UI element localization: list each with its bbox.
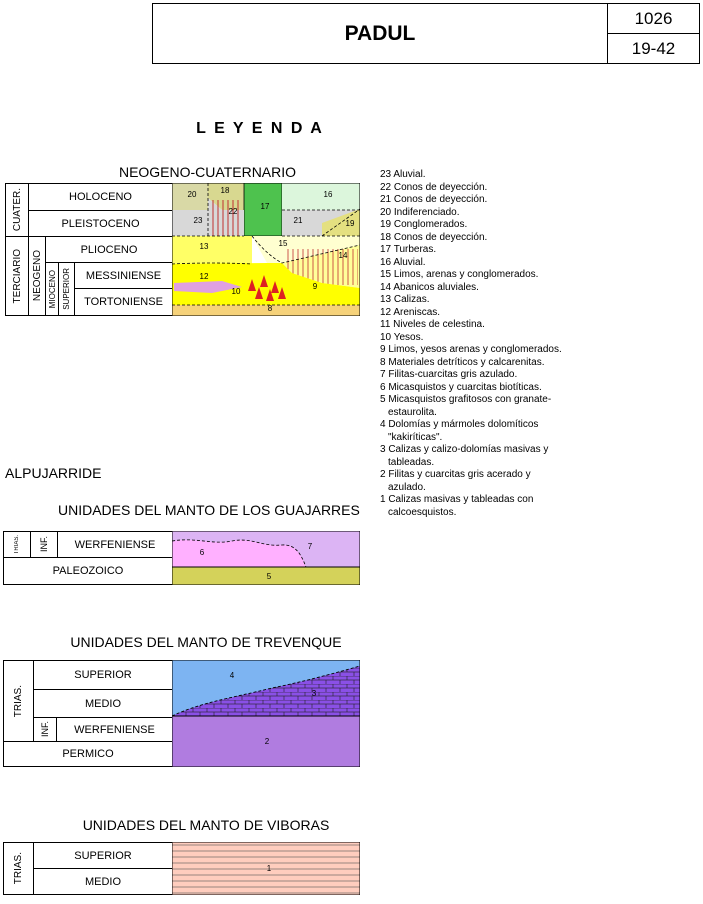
unit-8-label: 8 xyxy=(267,304,273,313)
legend-item: 8 Materiales detríticos y calcarenitas. xyxy=(380,356,545,368)
legend-item: 9 Limos, yesos arenas y conglomerados. xyxy=(380,344,562,355)
unit-21-label: 21 xyxy=(293,216,303,225)
legend-item: 17 Turberas. xyxy=(380,244,437,255)
guajarres-werfeniense-label: WERFENIENSE xyxy=(57,531,173,558)
legend-item: 21 Conos de deyección. xyxy=(380,194,488,205)
pleistoceno-label: PLEISTOCENO xyxy=(28,210,173,237)
legend-item: 2 Filitas y cuarcitas gris acerado y xyxy=(380,469,531,480)
unit-15-label: 15 xyxy=(278,239,288,248)
legend-item: 1 Calizas masivas y tableadas con xyxy=(380,494,534,505)
legend-item: 15 Limos, arenas y conglomerados. xyxy=(380,269,539,280)
legend-item: 12 Areniscas. xyxy=(380,306,441,318)
legend-item: "kakiríticas". xyxy=(388,431,443,443)
unit-5-label: 5 xyxy=(266,572,272,581)
legend-item: 14 Abanicos aluviales. xyxy=(380,281,479,293)
trevenque-trias-label: TRIAS. xyxy=(3,660,34,742)
unit-10-label: 10 xyxy=(231,287,241,296)
guajarres-diagram xyxy=(172,531,360,585)
legend-item: tableadas. xyxy=(388,456,435,468)
trevenque-title: UNIDADES DEL MANTO DE TREVENQUE xyxy=(70,634,342,650)
viboras-medio-label: MEDIO xyxy=(33,868,173,895)
trevenque-inf-label: INF. xyxy=(33,717,57,742)
unit-18-label: 18 xyxy=(220,186,230,195)
legend-item: 5 Micasquistos grafitosos con granate- xyxy=(380,394,552,405)
legend-item: 11 Niveles de celestina. xyxy=(380,319,485,330)
guajarres-paleozoico-label: PALEOZOICO xyxy=(3,557,173,585)
cuater-label: CUATER. xyxy=(5,183,29,237)
legend-item: 10 Yesos. xyxy=(380,331,424,343)
legend-item: 3 Calizas y calizo-dolomías masivas y xyxy=(380,444,549,455)
viboras-diagram xyxy=(172,842,360,895)
superior-label: SUPERIOR xyxy=(58,262,75,316)
legend-item: 6 Micasquistos y cuarcitas biotíticas. xyxy=(380,381,542,393)
guajarres-title: UNIDADES DEL MANTO DE LOS GUAJARRES xyxy=(58,502,360,518)
unit-22-hatch xyxy=(212,200,242,236)
unit-23-fill xyxy=(172,210,208,236)
unit-16-label: 16 xyxy=(323,190,333,199)
guajarres-inf-label: INF. xyxy=(30,531,58,558)
unit-6-label: 6 xyxy=(199,548,205,557)
unit-13-label: 13 xyxy=(199,242,209,251)
unit-22-label: 22 xyxy=(228,207,238,216)
unit-17-label: 17 xyxy=(260,202,270,211)
unit-12-label: 12 xyxy=(199,272,209,281)
legend-item: 23 Aluvial. xyxy=(380,169,426,180)
unit-14-label: 14 xyxy=(338,251,348,260)
sheet-code-box xyxy=(607,33,700,64)
leyenda-title: L E Y E N D A xyxy=(196,120,324,137)
trevenque-werfeniense-label: WERFENIENSE xyxy=(56,717,173,742)
unit-3-label: 3 xyxy=(311,689,317,698)
messiniense-label: MESSINIENSE xyxy=(74,262,173,289)
trevenque-superior-label: SUPERIOR xyxy=(33,660,173,690)
legend-item: 18 Conos de deyección. xyxy=(380,231,488,243)
trevenque-medio-label: MEDIO xyxy=(33,689,173,718)
legend-item: 13 Calizas. xyxy=(380,294,430,305)
legend-item: azulado. xyxy=(388,481,426,493)
terciario-label: TERCIARIO xyxy=(5,236,29,316)
alpujarride-label: ALPUJARRIDE xyxy=(5,465,102,481)
tortoniense-label: TORTONIENSE xyxy=(74,288,173,316)
holoceno-label: HOLOCENO xyxy=(28,183,173,211)
legend-item: estaurolita. xyxy=(388,406,437,418)
unit-2-label: 2 xyxy=(264,737,270,746)
trevenque-diagram xyxy=(172,660,360,767)
sheet-number: 1026 xyxy=(634,8,673,28)
unit-13-fill xyxy=(172,236,252,264)
unit-23-label: 23 xyxy=(193,216,203,225)
legend-item: 19 Conglomerados. xyxy=(380,219,468,230)
unit-4-label: 4 xyxy=(229,671,235,680)
legend-item: 22 Conos de deyección. xyxy=(380,181,488,193)
unit-1-label: 1 xyxy=(266,864,272,873)
sheet-number-box xyxy=(607,3,700,34)
viboras-title: UNIDADES DEL MANTO DE VIBORAS xyxy=(82,817,330,833)
unit-19-label: 19 xyxy=(345,219,355,228)
unit-8-fill xyxy=(172,305,360,316)
neogeno-diagram xyxy=(172,183,360,316)
trevenque-permico-label: PERMICO xyxy=(3,741,173,767)
legend-item: 4 Dolomías y mármoles dolomíticos xyxy=(380,419,539,430)
legend-item: 7 Filitas-cuarcitas gris azulado. xyxy=(380,369,518,380)
map-title: PADUL xyxy=(344,21,416,45)
legend-item: 16 Aluvial. xyxy=(380,256,426,268)
plioceno-label: PLIOCENO xyxy=(45,236,173,263)
viboras-superior-label: SUPERIOR xyxy=(33,842,173,869)
unit-7-label: 7 xyxy=(307,542,313,551)
neogeno-title: NEOGENO-CUATERNARIO xyxy=(118,164,297,180)
unit-9-label: 9 xyxy=(312,282,318,291)
legend-item: calcoesquistos. xyxy=(388,506,457,518)
unit-20-label: 20 xyxy=(187,190,197,199)
viboras-trias-label: TRIAS. xyxy=(3,842,34,895)
neogeno-label: NEOGENO xyxy=(28,236,46,316)
unit-16-fill xyxy=(282,183,360,210)
mioceno-label: MIOCENO xyxy=(45,262,59,316)
legend-list xyxy=(380,169,700,519)
sheet-code: 19-42 xyxy=(631,38,676,58)
legend-item: 20 Indiferenciado. xyxy=(380,206,460,218)
guajarres-trias-label: TRIAS. xyxy=(3,531,31,558)
